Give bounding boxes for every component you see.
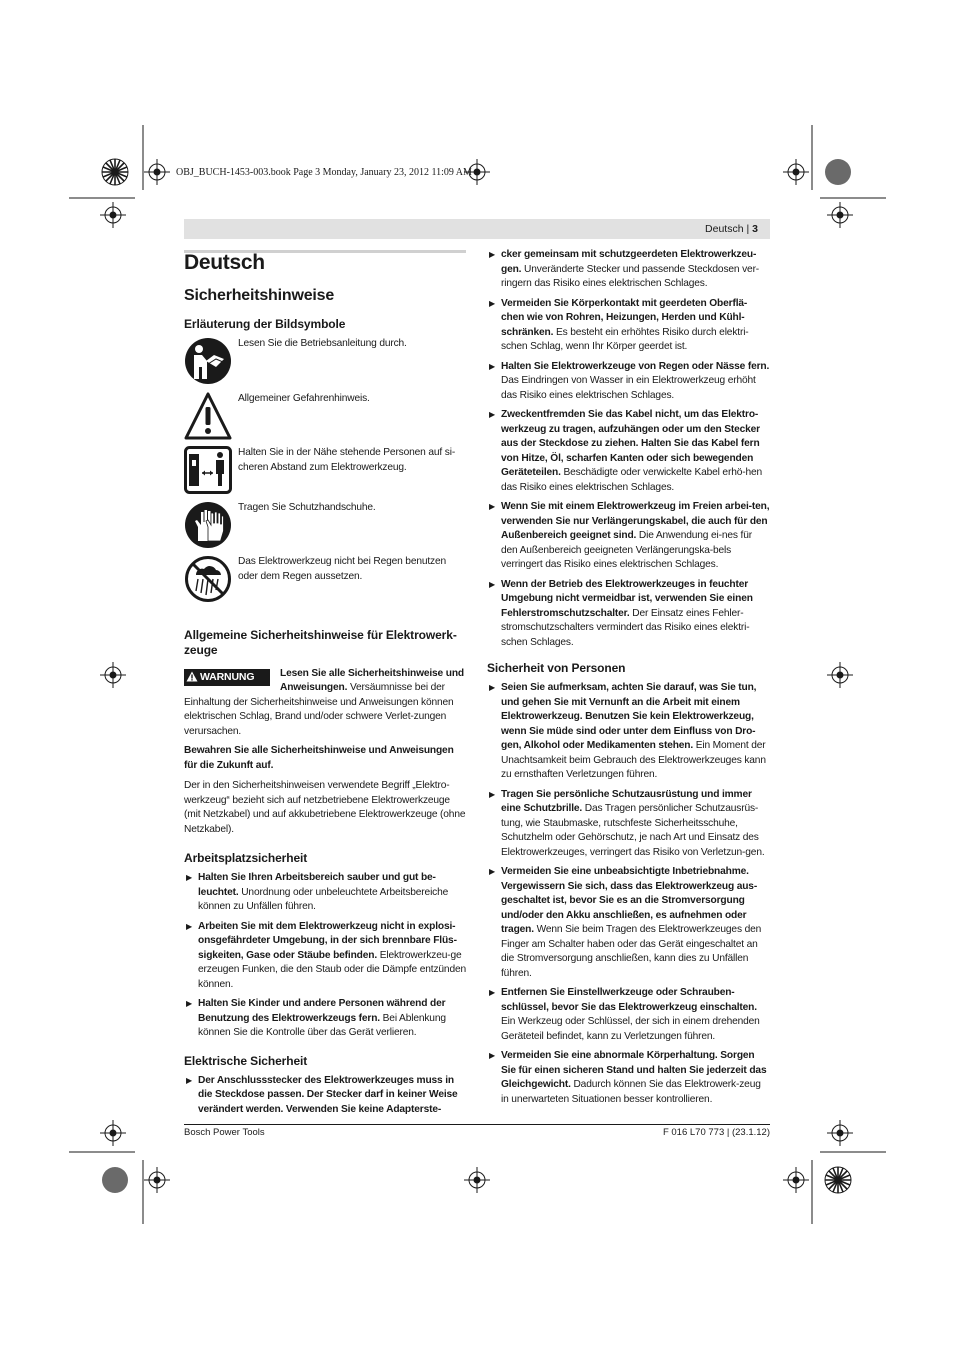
bullet-text: Das Tragen persönlicher Schutzausrüs-tung, wie Staubmaske, rutschfeste Sicherheitsschuhe, Schutzhelm oder Gehörschutz, je nach Art und Einsatz des Elektrowerkzeuges, verringert das Risiko von Verletzun-gen. (501, 803, 765, 858)
bullet-text: Elektrowerkzeu-ge erzeugen Funken, die den Staub oder die Dämpfe entzünden können. (198, 949, 466, 990)
bullet-bold: Halten Sie Elektrowerkzeuge von Regen oder Nässe fern. (501, 360, 770, 372)
symbol-row (184, 501, 466, 556)
bullet-continuation (487, 248, 770, 292)
bullet-text: Ein Werkzeug oder Schlüssel, der sich in einem drehenden Geräteteil befindet, kann zu Verletzungen führen. (501, 1016, 760, 1042)
bullet-item (487, 865, 770, 981)
read-manual-icon (184, 337, 232, 385)
header-section: Deutsch (705, 223, 744, 235)
warning-text: Versäumnisse bei der Einhaltung der Sicherheitshinweise und Anweisungen können elektrischen Schlag, Brand und/oder schwere Verlet-zungen verursachen. (184, 682, 454, 737)
bullet-item (487, 578, 770, 651)
no-rain-icon (184, 555, 232, 603)
symbols-list (184, 337, 466, 610)
bullet-item (487, 360, 770, 404)
bullet-bold: cker gemeinsam mit schutzgeerdeten Elektrowerkzeu-gen. (501, 249, 757, 275)
bullet-bold: Vermeiden Sie eine unbeabsichtigte Inbetriebnahme. Vergewissern Sie sich, dass das Elektrowerkzeug aus-geschaltet ist, bevor Sie es an die Stromversorgung und/oder den Akku anschließen, es aufnehmen oder tragen. (501, 866, 758, 935)
warning-triangle-icon (186, 671, 198, 682)
keep-instructions: Bewahren Sie alle Sicherheitshinweise und Anweisungen für die Zukunft auf. (184, 745, 454, 771)
symbol-text: Das Elektrowerkzeug nicht bei Regen benutzen oder dem Regen aussetzen. (238, 556, 447, 582)
general-safety-heading: Allgemeine Sicherheitshinweise für Elektrowerk-zeuge (184, 627, 457, 657)
print-info: OBJ_BUCH-1453-003.book Page 3 Monday, January 23, 2012 11:09 AM (176, 167, 472, 178)
bullet-text: Dadurch können Sie das Elektrowerk-zeug in unerwarteten Situationen besser kontrollieren. (501, 1079, 761, 1105)
bullet-item (487, 1049, 770, 1107)
footer-brand: Bosch Power Tools (184, 1127, 265, 1138)
electrical-heading: Elektrische Sicherheit (184, 1053, 308, 1068)
header-text (705, 223, 758, 235)
warning-badge-label: WARNUNG (200, 670, 255, 683)
bullet-text: Der Einsatz eines Fehler-stromschutzschalters vermindert das Risiko eines elektri-schen Schlages. (501, 607, 750, 648)
header-separator: | (746, 223, 750, 235)
bullet-item (487, 986, 770, 1044)
bullet-bold: Entfernen Sie Einstellwerkzeuge oder Schrauben-schlüssel, bevor Sie das Elektrowerkzeug einschalten. (501, 987, 757, 1013)
symbol-text: Tragen Sie Schutzhandschuhe. (238, 501, 376, 513)
wear-gloves-icon (184, 501, 232, 549)
bullet-item (487, 500, 770, 573)
page-header (184, 219, 770, 239)
symbol-text: Halten Sie in der Nähe stehende Personen auf si-cheren Abstand zum Elektrowerkzeug. (238, 447, 456, 473)
bullet-bold: Wenn der Betrieb des Elektrowerkzeuges in feuchter Umgebung nicht vermeidbar ist, verwenden Sie einen Fehlerstromschutzschalter. (501, 578, 753, 619)
bullet-item (184, 1074, 466, 1118)
symbol-row (184, 337, 466, 392)
bullet-text: Unordnung oder unbeleuchtete Arbeitsbereiche können zu Unfällen führen. (198, 886, 449, 912)
bullet-text: Unveränderte Stecker und passende Steckdosen ver-ringern das Risiko eines elektrischen Schlages. (501, 263, 760, 289)
symbols-heading: Erläuterung der Bildsymbole (184, 317, 346, 331)
personal-safety-heading: Sicherheit von Personen (487, 661, 626, 675)
bullet-item (487, 297, 770, 355)
footer-rule (184, 1124, 770, 1125)
bullet-item (184, 997, 466, 1041)
bullet-text: Das Eindringen von Wasser in ein Elektrowerkzeug erhöht das Risiko eines elektrischen Schlages. (501, 375, 756, 401)
bullet-bold: Arbeiten Sie mit dem Elektrowerkzeug nicht in explosi-onsgefährdeter Umgebung, in der sich brennbare Flüs-sigkeiten, Gase oder Stäube befinden. (198, 920, 457, 961)
warning-badge (184, 669, 270, 686)
footer-doc-number: F 016 L70 773 | (23.1.12) (662, 1127, 770, 1138)
warning-bold: Lesen Sie alle Sicherheitshinweise und Anweisungen. (280, 667, 464, 693)
symbol-row (184, 392, 466, 447)
bullet-item (487, 408, 770, 495)
warning-block (184, 667, 466, 740)
bullet-bold: Seien Sie aufmerksam, achten Sie darauf, was Sie tun, und gehen Sie mit Vernunft an die Arbeit mit einem Elektrowerkzeug. Benutzen Sie kein Elektrowerkzeug, wenn Sie müde sind oder unter dem Einfluss von Dro-gen, Alkohol oder Medikamenten stehen. (501, 682, 757, 751)
symbol-row (184, 555, 466, 610)
right-column (487, 248, 770, 1112)
bullet-bold: Vermeiden Sie Körperkontakt mit geerdeten Oberflä-chen wie von Rohren, Heizungen, Herden und Kühl-schränken. (501, 297, 748, 338)
page-number: 3 (752, 223, 758, 235)
keep-distance-icon (184, 446, 232, 494)
bullet-text: Es besteht ein erhöhtes Risiko durch elektri-schen Schlag, wenn Ihr Körper geerdet ist. (501, 326, 749, 352)
symbol-text: Allgemeiner Gefahrenhinweis. (238, 392, 370, 404)
bullet-text: Die Anwendung ei-nes für den Außenbereich geeigneten Verlängerungska-bels verringert das Risiko eines elektrischen Schlages. (501, 530, 752, 570)
bullet-bold: Halten Sie Kinder und andere Personen während der Benutzung des Elektrowerkzeugs fern. (198, 998, 446, 1024)
definition-text: Der in den Sicherheitshinweisen verwendete Begriff „Elektro-werkzeug“ bezieht sich auf netzbetriebene Elektrowerkzeuge (mit Netzkabel) und auf akkubetriebene Elektrowerkzeuge (ohne Netzkabel). (184, 780, 466, 835)
symbol-text: Lesen Sie die Betriebsanleitung durch. (238, 338, 407, 349)
bullet-item (184, 920, 466, 993)
bullet-bold: Wenn Sie mit einem Elektrowerkzeug im Freien arbei-ten, verwenden Sie nur Verlängerungskabel, die auch für den Außenbereich geeignet sind. (501, 501, 770, 541)
bullet-text: Beschädigte oder verwickelte Kabel erhö-hen das Risiko eines elektrischen Schlages. (501, 467, 763, 493)
bullet-text: Wenn Sie beim Tragen des Elektrowerkzeuges den Finger am Schalter haben oder das Gerät eingeschaltet an die Stromversorgung anschließen, kann dies zu Unfällen führen. (501, 924, 762, 979)
symbol-row (184, 446, 466, 501)
bullet-bold: Vermeiden Sie eine abnormale Körperhaltung. Sorgen Sie für einen sicheren Stand und halten Sie jederzeit das Gleichgewicht. (501, 1050, 767, 1090)
bullet-bold: Zweckentfremden Sie das Kabel nicht, um das Elektro-werkzeug zu tragen, aufzuhängen oder um den Stecker aus der Steckdose zu ziehen. Halten Sie das Kabel fern von Hitze, Öl, scharfen Kanten oder sich bewegenden Geräteteilen. (501, 409, 760, 478)
bullet-bold: Der Anschlussstecker des Elektrowerkzeuges muss in die Steckdose passen. Der Stecker darf in keiner Weise verändert werden. Verwenden Sie keine Adapterste- (198, 1074, 458, 1115)
bullet-item (184, 871, 466, 915)
bullet-item (487, 788, 770, 861)
general-danger-icon (184, 392, 232, 440)
workplace-heading: Arbeitsplatzsicherheit (184, 851, 308, 865)
bullet-text: Ein Moment der Unachtsamkeit beim Gebrauch des Elektrowerkzeuges kann zu ernsthaften Verletzungen führen. (501, 740, 766, 780)
bullet-text: Bei Ablenkung können Sie die Kontrolle über das Gerät verlieren. (198, 1012, 446, 1038)
bullet-bold: Tragen Sie persönliche Schutzausrüstung und immer eine Schutzbrille. (501, 788, 752, 814)
bullet-item (487, 681, 770, 783)
bullet-bold: Halten Sie Ihren Arbeitsbereich sauber und gut be-leuchtet. (198, 872, 436, 898)
safety-heading: Sicherheitshinweise (184, 286, 335, 304)
page-title: Deutsch (184, 251, 265, 274)
left-column (184, 250, 466, 1122)
